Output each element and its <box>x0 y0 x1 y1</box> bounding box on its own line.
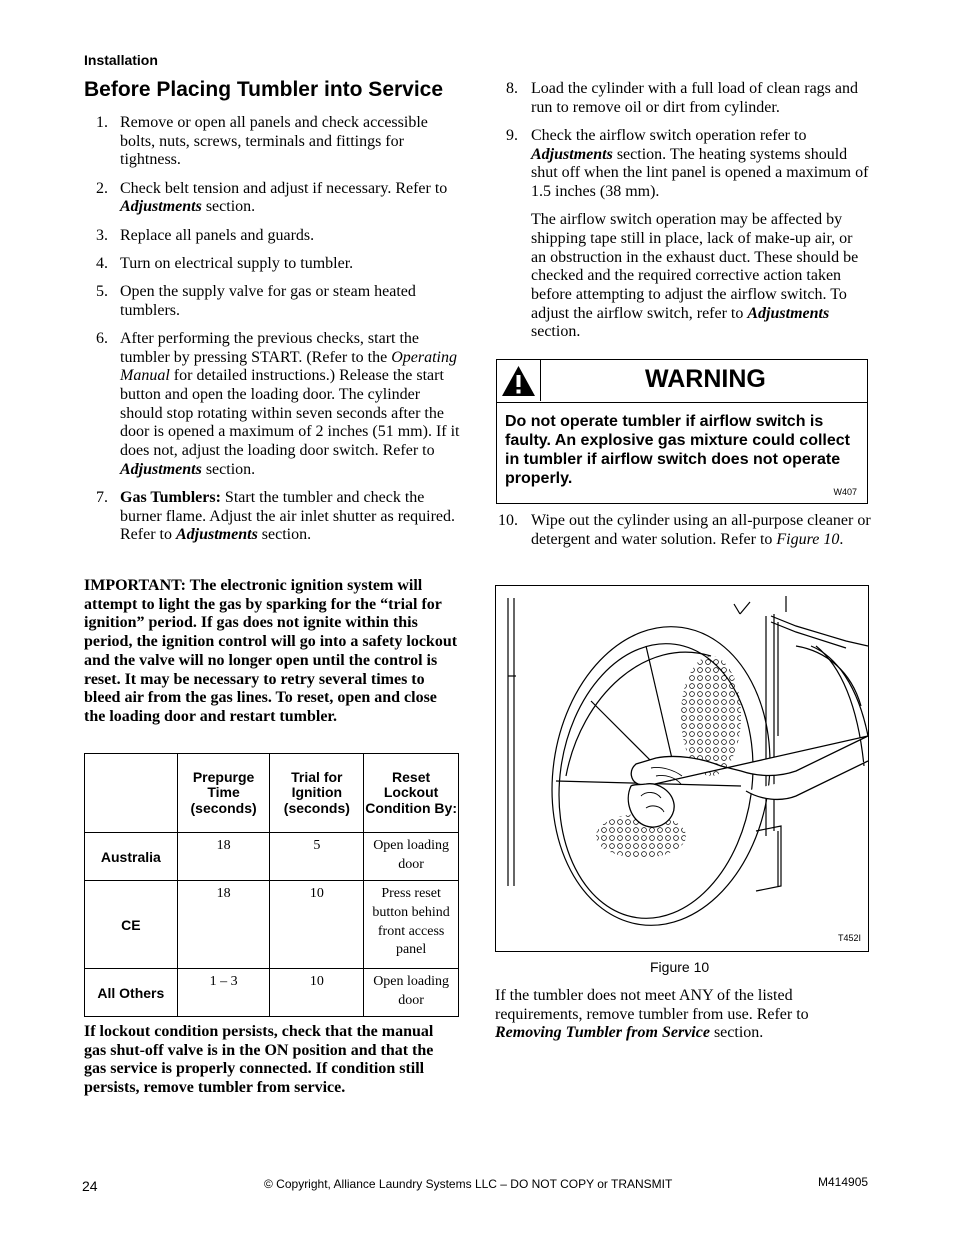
document-code: M414905 <box>818 1175 869 1189</box>
emphasis-link-text: Removing Tumbler from Service <box>495 1024 710 1042</box>
table-cell: 1 – 3 <box>177 969 270 1017</box>
step-number: 3. <box>96 226 108 244</box>
table-row <box>85 969 459 1017</box>
table-header-cell: Prepurge Time (seconds) <box>177 754 270 833</box>
steps-list-left <box>96 114 460 555</box>
step-number: 9. <box>506 126 518 144</box>
table-cell: 18 <box>177 881 270 969</box>
step-item <box>96 179 460 217</box>
step-item <box>506 126 871 342</box>
text-run: Wipe out the cylinder using an all-purpose cleaner or detergent and water solution. Refer to <box>531 512 871 548</box>
emphasis-link-text: Adjustments <box>175 526 258 544</box>
text-run: section. <box>201 460 256 478</box>
italic-text: Figure 10 <box>776 530 840 548</box>
step-text <box>531 80 871 117</box>
table-cell: 10 <box>270 881 364 969</box>
step-text <box>531 512 871 549</box>
step-text <box>120 255 460 274</box>
figure-code: T452I <box>837 933 861 943</box>
table-row <box>85 833 459 881</box>
step-item <box>96 488 460 545</box>
step-item <box>506 80 871 117</box>
step-number: 6. <box>96 329 108 347</box>
text-run: Check belt tension and adjust if necessary. Refer to <box>120 179 448 197</box>
table-row <box>85 881 459 969</box>
text-run: section. <box>201 198 256 216</box>
step-number: 4. <box>96 254 108 272</box>
text-run: Turn on electrical supply to tumbler. <box>120 254 354 272</box>
table-cell: 5 <box>270 833 364 881</box>
warning-triangle-icon <box>497 360 540 401</box>
text-run: After performing the previous checks, start the tumbler by pressing START. (Refer to the <box>120 329 420 366</box>
important-note: IMPORTANT: The electronic ignition system will attempt to light the gas by sparking for the “trial for ignition” period. If gas does not ignite within this period, the ignition control will go into a safety lockout and the valve will no longer open until the control is reset. It may be necessary to retry several times to bleed air from the gas lines. To reset, open and close the loading door and restart tumbler. <box>84 577 458 725</box>
text-run: Open the supply valve for gas or steam heated tumblers. <box>120 282 416 319</box>
text-run: . <box>839 530 844 548</box>
step-text <box>120 114 460 170</box>
final-paragraph <box>495 987 870 1043</box>
bold-text: Gas Tumblers: <box>120 488 221 506</box>
step-number: 1. <box>96 114 108 131</box>
step-number: 5. <box>96 282 108 300</box>
text-run: section. The heating systems should shut off when the lint panel is opened a maximum of 1.5 inches (38 mm). <box>531 145 869 201</box>
step-text <box>120 330 460 480</box>
table-row-label: CE <box>85 881 178 969</box>
step-item <box>96 226 460 246</box>
text-run: Remove or open all panels and check accessible bolts, nuts, screws, terminals and fittings for tightness. <box>120 114 428 169</box>
text-run: section. <box>709 1024 764 1042</box>
table-cell: 10 <box>270 969 364 1017</box>
text-run: Start the tumbler and check the burner flame. Adjust the air inlet shutter as required. Refer to <box>120 488 456 544</box>
text-run: The airflow switch operation may be affected by shipping tape still in place, lack of make-up air, or an obstruction in the exhaust duct. These should be checked and the required corrective action taken before attempting to adjust the airflow switch. To adjust the airflow switch, refer to <box>531 211 859 322</box>
step-item <box>96 282 460 320</box>
warning-icon-cell <box>497 360 541 401</box>
emphasis-link-text: Adjustments <box>747 304 830 322</box>
text-run: section. <box>531 323 581 341</box>
text-run: for detailed instructions.) Release the start button and open the loading door. The cylinder should stop rotating within seven seconds after the door is opened a maximum of 2 inches (51 mm). If it does not, adjust the loading door switch. Refer to <box>120 367 460 460</box>
step-text <box>120 489 460 545</box>
text-run: section. <box>257 526 312 544</box>
step-item <box>96 114 460 170</box>
lockout-persist-note: If lockout condition persists, check that the manual gas shut-off valve is in the ON position and that the gas service is properly connected. If condition still persists, remove tumbler from service. <box>84 1023 434 1097</box>
table-header-cell: Trial for Ignition (seconds) <box>270 754 364 833</box>
emphasis-link-text: Adjustments <box>120 460 202 478</box>
step-item <box>498 512 871 549</box>
step-text <box>120 180 460 217</box>
copyright-notice: © Copyright, Alliance Laundry Systems LLC – DO NOT COPY or TRANSMIT <box>264 1177 673 1191</box>
section-header: Installation <box>84 52 158 68</box>
steps-list-right-lower <box>498 512 871 559</box>
step-number: 2. <box>96 179 108 197</box>
figure-caption: Figure 10 <box>650 959 710 975</box>
warning-text: Do not operate tumbler if airflow switch is faulty. An explosive gas mixture could collect in tumbler if airflow switch does not operate properly. <box>505 413 850 487</box>
step-number: 8. <box>506 80 518 97</box>
step-text <box>531 127 871 202</box>
table-cell: 18 <box>177 833 270 881</box>
warning-box <box>496 359 868 504</box>
warning-code: W407 <box>833 487 857 497</box>
tumbler-cylinder-illustration <box>496 586 868 951</box>
step-item <box>96 329 460 480</box>
ignition-table <box>84 753 459 1017</box>
italic-text: Operating Manual <box>120 348 457 385</box>
table-row-label: All Others <box>85 969 178 1017</box>
step-extra-text <box>531 211 871 342</box>
emphasis-link-text: Adjustments <box>120 198 202 216</box>
step-number: 10. <box>498 512 518 529</box>
page-number: 24 <box>82 1178 98 1194</box>
text-run: Load the cylinder with a full load of clean rags and run to remove oil or dirt from cylinder. <box>531 80 858 116</box>
text-run: If the tumbler does not meet ANY of the listed requirements, remove tumbler from use. Refer to <box>495 987 809 1023</box>
step-item <box>96 254 460 274</box>
step-text <box>120 283 460 320</box>
warning-title: WARNING <box>645 365 766 393</box>
warning-header <box>497 360 867 403</box>
emphasis-link-text: Adjustments <box>531 145 613 163</box>
table-cell: Open loading door <box>364 833 459 881</box>
table-cell: Press reset button behind front access panel <box>364 881 459 969</box>
table-cell: Open loading door <box>364 969 459 1017</box>
figure-10 <box>495 585 869 952</box>
text-run: Replace all panels and guards. <box>120 226 315 244</box>
table-header-row <box>85 754 459 833</box>
text-run: Check the airflow switch operation refer to <box>531 126 807 144</box>
table-row-label: Australia <box>85 833 178 881</box>
page-title: Before Placing Tumbler into Service <box>84 78 444 101</box>
table-header-cell <box>85 754 178 833</box>
step-number: 7. <box>96 488 108 506</box>
steps-list-right <box>506 80 871 352</box>
table-header-cell: Reset Lockout Condition By: <box>364 754 459 833</box>
step-text <box>120 227 460 246</box>
